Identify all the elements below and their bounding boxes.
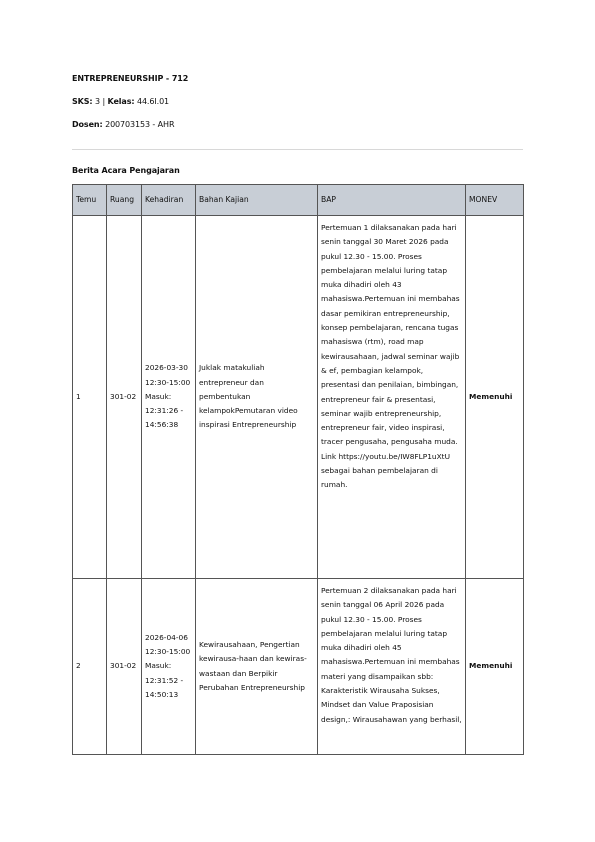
header-kehadiran: Kehadiran bbox=[142, 185, 196, 216]
course-title: ENTREPRENEURSHIP - 712 bbox=[72, 74, 189, 83]
header-temu: Temu bbox=[73, 185, 107, 216]
cell-kehadiran: 2026-04-06 12:30-15:00 Masuk: 12:31:52 - 14:50:13 bbox=[142, 579, 196, 755]
teaching-report-table bbox=[72, 184, 524, 755]
cell-bap: Pertemuan 2 dilaksanakan pada hari senin tanggal 06 April 2026 pada pukul 12.30 - 15.00. Proses pembelajaran melalui luring tatap muka dihadiri oleh 45 mahasiswa.Pertemuan ini membahas materi yang disampaikan sbb: Karakteristik Wirausaha Sukses, Mindset dan Value Praposisian design,: Wirausahawan yang berhasil, bbox=[318, 579, 466, 755]
sks-value: 3 bbox=[94, 97, 100, 106]
divider bbox=[72, 149, 523, 150]
header-ruang: Ruang bbox=[107, 185, 142, 216]
header-bahan-kajian: Bahan Kajian bbox=[196, 185, 318, 216]
cell-ruang: 301-02 bbox=[107, 216, 142, 579]
sks-label: SKS: bbox=[72, 97, 93, 106]
section-title: Berita Acara Pengajaran bbox=[72, 166, 180, 175]
course-info bbox=[72, 96, 169, 107]
kelas-value: 44.6I.01 bbox=[136, 97, 170, 106]
cell-kehadiran: 2026-03-30 12:30-15:00 Masuk: 12:31:26 - 14:56:38 bbox=[142, 216, 196, 579]
cell-monev: Memenuhi bbox=[466, 579, 524, 755]
cell-temu: 2 bbox=[73, 579, 107, 755]
header-bap: BAP bbox=[318, 185, 466, 216]
lecturer-info bbox=[72, 119, 174, 130]
table-header-row bbox=[73, 185, 524, 216]
cell-ruang: 301-02 bbox=[107, 579, 142, 755]
cell-temu: 1 bbox=[73, 216, 107, 579]
cell-bahan-kajian: Juklak matakuliah entrepreneur dan pembentukan kelampokPemutaran video inspirasi Entrepreneurship bbox=[196, 216, 318, 579]
table-row bbox=[73, 216, 524, 579]
dosen-value: 200703153 - AHR bbox=[105, 120, 175, 129]
table-row bbox=[73, 579, 524, 755]
dosen-label: Dosen: bbox=[72, 120, 103, 129]
separator: | bbox=[102, 97, 106, 106]
cell-bahan-kajian: Kewirausahaan, Pengertian kewirausa-haan dan kewiras-wastaan dan Berpikir Perubahan Entrepreneurship bbox=[196, 579, 318, 755]
header-monev: MONEV bbox=[466, 185, 524, 216]
cell-monev: Memenuhi bbox=[466, 216, 524, 579]
kelas-label: Kelas: bbox=[107, 97, 135, 106]
cell-bap: Pertemuan 1 dilaksanakan pada hari senin tanggal 30 Maret 2026 pada pukul 12.30 - 15.00. Proses pembelajaran melalui luring tatap muka dihadiri oleh 43 mahasiswa.Pertemuan ini membahas dasar pemikiran entrepreneurship, konsep pembelajaran, rencana tugas mahasiswa (rtm), road map kewirausahaan, jadwal seminar wajib & ef, pembagian kelampok, presentasi dan penilaian, bimbingan, entrepreneur fair & presentasi, seminar wajib entrepreneurship, entrepreneur fair, video inspirasi, tracer pengusaha, pengusaha muda. Link https://youtu.be/IW8FLP1uXtU sebagai bahan pembelajaran di rumah. bbox=[318, 216, 466, 579]
